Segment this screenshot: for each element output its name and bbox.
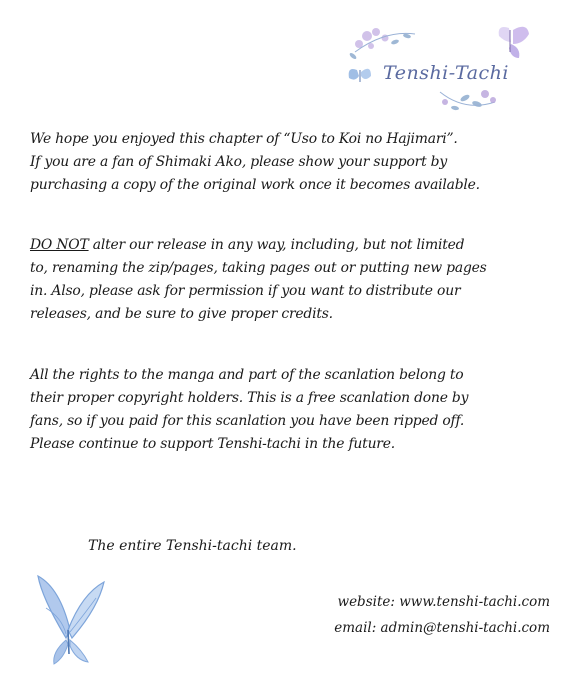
do-not-emphasis: DO NOT: [30, 237, 89, 253]
p3-line-1: All the rights to the manga and part of the scanlation belong to: [30, 367, 464, 383]
p2-line-4: releases, and be sure to give proper credits.: [30, 306, 333, 322]
blue-butterfly-icon: [32, 568, 112, 668]
release-rules-paragraph: [30, 234, 552, 326]
p1-line-3: purchasing a copy of the original work once it becomes available.: [30, 177, 480, 193]
p2-line-1-rest: alter our release in any way, including, but not limited: [88, 237, 465, 253]
team-signoff: The entire Tenshi-tachi team.: [88, 538, 297, 554]
thanks-paragraph: [30, 128, 552, 197]
email-line: email: admin@tenshi-tachi.com: [334, 620, 550, 636]
logo-text: Tenshi-Tachi: [383, 62, 509, 84]
p2-line-3: in. Also, please ask for permission if you want to distribute our: [30, 283, 461, 299]
p2-line-2: to, renaming the zip/pages, taking pages out or putting new pages: [30, 260, 487, 276]
rights-paragraph: [30, 364, 552, 456]
p1-line-1: We hope you enjoyed this chapter of “Uso to Koi no Hajimari”.: [30, 131, 458, 147]
tenshi-tachi-logo: [345, 22, 535, 117]
p3-line-4: Please continue to support Tenshi-tachi in the future.: [30, 436, 395, 452]
p3-line-3: fans, so if you paid for this scanlation you have been ripped off.: [30, 413, 465, 429]
website-line: website: www.tenshi-tachi.com: [337, 594, 550, 610]
p3-line-2: their proper copyright holders. This is a free scanlation done by: [30, 390, 469, 406]
p1-line-2: If you are a fan of Shimaki Ako, please show your support by: [30, 154, 448, 170]
